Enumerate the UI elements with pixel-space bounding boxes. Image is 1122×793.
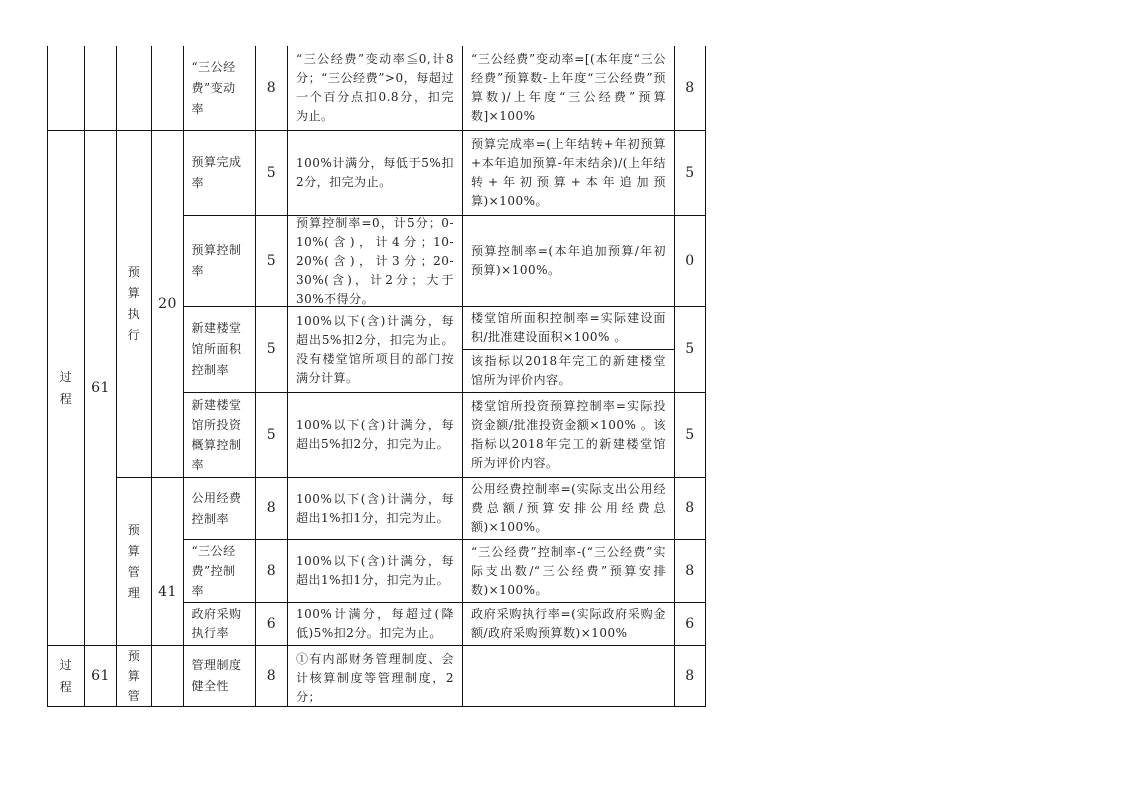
weight-cell: 8 [266,667,277,684]
level2-label: 预算执行 [127,265,141,342]
level2-category [117,478,151,645]
score-cell: 0 [685,252,695,269]
formula-cell [463,646,674,706]
score-cell: 5 [685,341,695,357]
score-cell: 8 [685,500,695,516]
formula-text: 预算完成率=(上年结转+年初预算+本年追加预算-年末结余)/(上年结转+年初预算+本年追加预算)×100%。 [471,137,666,208]
formula-cell [463,540,674,602]
formula-note: 该指标以2018年完工的新建楼堂馆所为评价内容。 [471,354,666,387]
indicator-cell [184,478,255,539]
standard-text: ①有内部财务管理制度、会计核算制度等管理制度，2分； [296,652,454,704]
score-cell: 8 [685,562,695,579]
weight-cell: 5 [266,426,277,443]
score-cell: 8 [685,667,695,684]
indicator-name: 公用经费控制率 [191,490,242,526]
indicator-name: 管理制度健全性 [191,658,242,693]
weight-cell: 8 [266,79,277,96]
standard-text: “三公经费”变动率≦0,计8分；“三公经费”>0，每超过一个百分点扣0.8分，扣完为止。 [296,52,454,123]
indicator-name: “三公经费”控制率 [191,544,236,598]
level2-category [117,131,151,477]
standard-text: 100%以下(含)计满分，每超出1%扣1分，扣完为止。 [296,491,454,525]
formula-cell [463,393,674,477]
weight-cell: 8 [266,562,277,579]
formula-cell [463,478,674,539]
standard-text: 100%以下(含)计满分，每超出1%扣1分，扣完为止。 [296,554,454,587]
level2-category [117,646,151,706]
weight-cell: 6 [266,615,277,632]
standard-cell [288,216,462,306]
indicator-cell [184,46,255,130]
standard-text: 100%以下(含)计满分，每超出5%扣2分，扣完为止。 [296,418,454,451]
level2-weight: 41 [158,583,177,600]
standard-cell [288,646,462,712]
standard-cell [288,307,462,392]
formula-text: 楼堂馆所面积控制率=实际建设面积/批准建设面积×100% 。 [471,311,666,344]
standard-text: 预算控制率=0，计5分；0-10%(含)，计4分；10-20%(含)，计3分；20-30%(含)，计2分；大于30%不得分。 [296,215,454,306]
level1-category [48,131,84,645]
indicator-cell [184,540,255,602]
standard-cell [288,603,462,645]
level1-weight: 61 [91,379,110,396]
level1-weight: 61 [91,667,110,684]
indicator-cell [184,307,255,392]
table-border-right [705,46,706,707]
level1-label: 过程 [59,370,73,406]
formula-note-cell [463,350,674,392]
standard-cell [288,46,462,130]
indicator-name: 预算完成率 [191,155,242,190]
score-cell: 5 [685,164,695,181]
indicator-cell [184,216,255,306]
formula-cell [463,307,674,349]
standard-text: 100%以下(含)计满分，每超出5%扣2分，扣完为止。没有楼堂馆所项目的部门按满分计算。 [296,313,454,385]
level1-label: 过程 [59,658,73,694]
indicator-name: 新建楼堂馆所投资概算控制率 [191,398,242,472]
indicator-name: 新建楼堂馆所面积控制率 [191,321,242,377]
indicator-name: 政府采购执行率 [191,607,242,640]
weight-cell: 8 [266,500,277,516]
indicator-name: “三公经费”变动率 [191,59,236,116]
standard-cell [288,393,462,477]
standard-cell [288,131,462,215]
level2-weight: 20 [158,295,177,312]
score-cell: 8 [685,79,695,96]
level2-label: 预算管 [127,649,141,703]
level1-category [48,646,84,706]
formula-text: “三公经费”变动率=[(本年度“三公经费”预算数-上年度“三公经费”预算数)/上年度“三公经费”预算数]×100% [471,52,666,123]
score-cell: 5 [685,426,695,443]
score-cell: 6 [685,615,695,632]
formula-text: 公用经费控制率=(实际支出公用经费总额/预算安排公用经费总额)×100%。 [471,482,666,534]
weight-cell: 5 [266,341,277,357]
indicator-cell [184,393,255,477]
indicator-cell [184,646,255,706]
formula-text: 预算控制率=(本年追加预算/年初预算)×100%。 [471,244,666,277]
formula-cell [463,46,674,130]
formula-text: “三公经费”控制率-(“三公经费”实际支出数/“三公经费”预算安排数)×100%。 [471,544,666,597]
indicator-name: 预算控制率 [191,243,242,278]
standard-cell [288,478,462,539]
level2-label: 预算管理 [127,522,141,600]
formula-cell [463,603,674,645]
indicator-cell [184,603,255,645]
weight-cell: 5 [266,164,277,181]
indicator-cell [184,131,255,215]
formula-text: 楼堂馆所投资预算控制率=实际投资金额/批准投资金额×100% 。该指标以2018年完工的新建楼堂馆所为评价内容。 [471,399,666,470]
formula-text: 政府采购执行率=(实际政府采购金额/政府采购预算数)×100% [471,607,666,640]
formula-cell [463,131,674,215]
weight-cell: 5 [266,252,277,269]
formula-cell [463,216,674,306]
standard-text: 100%计满分，每超过(降低)5%扣2分。扣完为止。 [296,607,454,640]
standard-cell [288,540,462,602]
standard-text: 100%计满分，每低于5%扣2分，扣完为止。 [296,156,454,189]
